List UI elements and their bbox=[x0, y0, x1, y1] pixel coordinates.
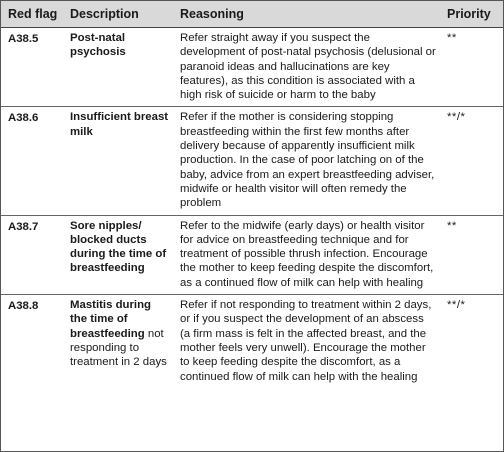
reasoning-cell: Refer if the mother is considering stopping breastfeeding within the first few months after delivery because of apparently insufficient milk production. In the case of poor latching on of the baby, advice from an expert breastfeeding adviser, midwife or health visitor will often remedy the problem bbox=[173, 107, 443, 215]
description-cell bbox=[63, 107, 173, 215]
red-flag-table bbox=[1, 1, 503, 388]
description-cell bbox=[63, 28, 173, 107]
description-text: Mastitis during the time of breastfeeding bbox=[70, 299, 152, 340]
table-row bbox=[1, 107, 503, 215]
description-cell bbox=[63, 215, 173, 294]
table-body bbox=[1, 28, 503, 388]
priority-cell: ** bbox=[443, 28, 503, 107]
header-reasoning: Reasoning bbox=[173, 1, 443, 28]
priority-cell: ** bbox=[443, 215, 503, 294]
description-text: Insufficient breast milk bbox=[70, 111, 169, 138]
red-flag-id: A38.7 bbox=[1, 215, 63, 294]
description-extra-text: not responding to treatment in 2 days bbox=[70, 327, 167, 369]
description-text: Sore nipples/ blocked ducts during the time of breastfeeding bbox=[70, 219, 167, 275]
table-row bbox=[1, 215, 503, 294]
priority-cell: **/* bbox=[443, 107, 503, 215]
description-text: Post-natal psychosis bbox=[70, 32, 126, 59]
description-cell bbox=[63, 295, 173, 388]
header-priority: Priority bbox=[443, 1, 503, 28]
red-flag-id: A38.6 bbox=[1, 107, 63, 215]
red-flag-id: A38.8 bbox=[1, 295, 63, 388]
table-row bbox=[1, 28, 503, 107]
red-flag-id: A38.5 bbox=[1, 28, 63, 107]
table-row bbox=[1, 295, 503, 388]
reasoning-cell: Refer straight away if you suspect the development of post-natal psychosis (delusional or paranoid ideas and hallucinations are key features), as this condition is associated with a high risk of suicide or harm to the baby bbox=[173, 28, 443, 107]
header-row bbox=[1, 1, 503, 28]
priority-cell: **/* bbox=[443, 295, 503, 388]
reasoning-cell: Refer to the midwife (early days) or health visitor for advice on breastfeeding technique and for treatment of possible thrush infection. Encourage the mother to keep feeding despite the discomfort, as a continued flow of milk can help with healing bbox=[173, 215, 443, 294]
table-header bbox=[1, 1, 503, 28]
header-red-flag: Red flag bbox=[1, 1, 63, 28]
reasoning-cell: Refer if not responding to treatment within 2 days, or if you suspect the development of an abscess (a firm mass is felt in the affected breast, and the mother feels very unwell). Encourage the mother to keep feeding despite the discomfort, as a continued flow of milk can help with the healing bbox=[173, 295, 443, 388]
header-description: Description bbox=[63, 1, 173, 28]
